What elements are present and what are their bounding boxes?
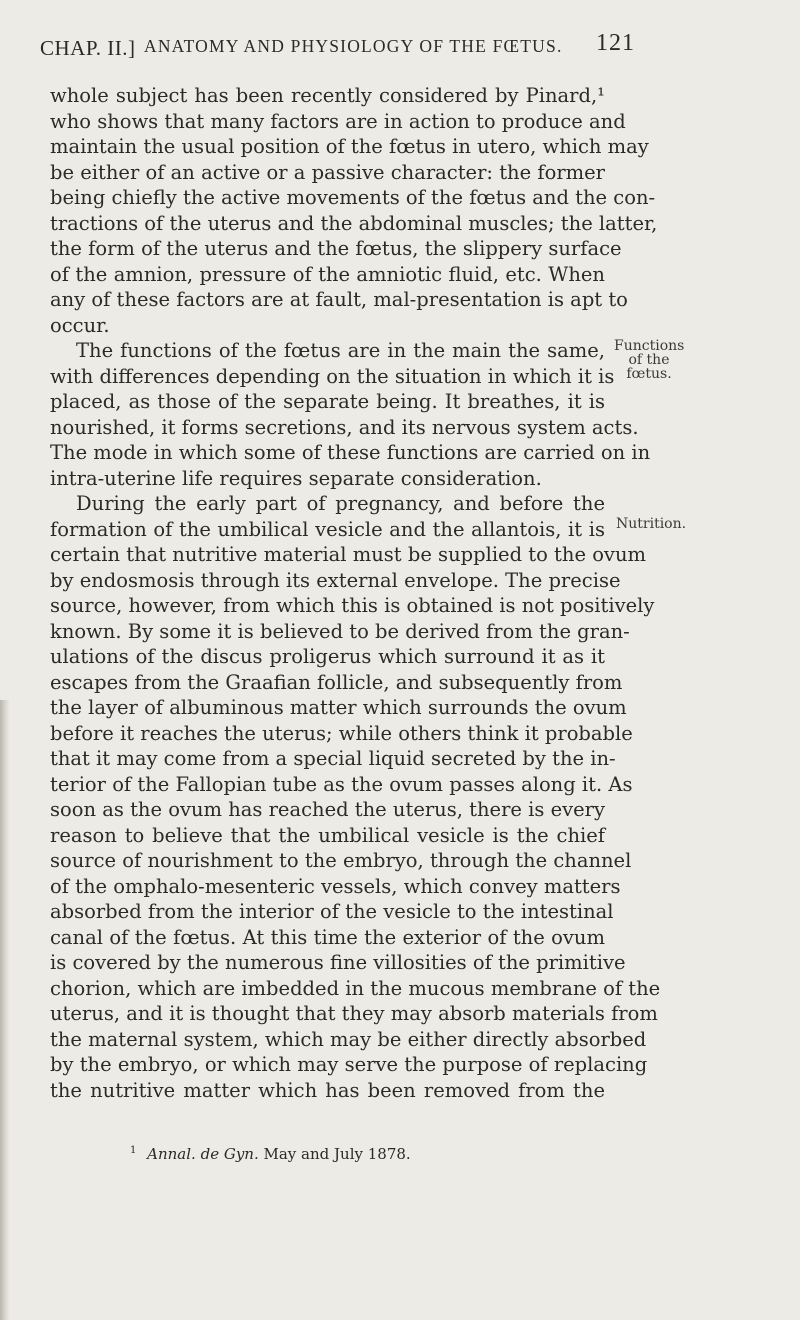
text-line: the layer of albuminous matter which surrounds the ovum [50, 696, 627, 719]
text-line: chorion, which are imbedded in the mucous membrane of the [50, 976, 661, 1000]
text-line: certain that nutritive material must be supplied to the ovum [50, 543, 646, 566]
text-line: the nutritive matter which has been removed from the [50, 1078, 605, 1102]
footnote-mark: 1 [130, 1145, 137, 1156]
text-line: tractions of the uterus and the abdominal muscles; the latter, [50, 211, 658, 235]
margin-note-nutrition: Nutrition. [616, 516, 687, 532]
text-line: of the omphalo-mesenteric vessels, which convey matters [50, 874, 621, 898]
text-line: with differences depending on the situation in which it is [50, 364, 615, 388]
page-gutter-shadow [0, 700, 10, 1320]
text-line: The functions of the fœtus are in the main the same, [76, 339, 605, 362]
text-line: intra-uterine life requires separate consideration. [50, 466, 542, 490]
text-line: who shows that many factors are in action to produce and [50, 109, 626, 133]
text-line: of the amnion, pressure of the amniotic fluid, etc. When [50, 262, 605, 286]
running-title: ANATOMY AND PHYSIOLOGY OF THE FŒTUS. [144, 36, 563, 56]
text-line: placed, as those of the separate being. It breathes, it is [50, 390, 605, 413]
text-line: the form of the uterus and the fœtus, the slippery surface [50, 237, 622, 260]
text-line: by endosmosis through its external envelope. The precise [50, 568, 621, 592]
margin-note-line: Functions [614, 338, 685, 354]
page-number: 121 [596, 30, 635, 56]
text-line: source of nourishment to the embryo, through the channel [50, 849, 632, 872]
text-line: ulations of the discus proligerus which surround it as it [50, 645, 605, 668]
chapter-number: II.] [107, 36, 136, 60]
text-line: the maternal system, which may be either directly absorbed [50, 1027, 647, 1051]
text-line: known. By some it is believed to be derived from the gran- [50, 619, 630, 643]
text-line: terior of the Fallopian tube as the ovum passes along it. As [50, 772, 633, 796]
text-line: escapes from the Graafian follicle, and subsequently from [50, 670, 623, 694]
text-line: nourished, it forms secretions, and its nervous system acts. [50, 415, 639, 439]
text-line: being chiefly the active movements of the fœtus and the con- [50, 186, 656, 209]
text-line: before it reaches the uterus; while others think it probable [50, 721, 633, 745]
text-line: that it may come from a special liquid secreted by the in- [50, 747, 616, 770]
text-line: formation of the umbilical vesicle and the allantois, it is [50, 517, 605, 541]
text-line: be either of an active or a passive character: the former [50, 160, 605, 184]
text-line: soon as the ovum has reached the uterus, there is every [50, 798, 606, 821]
text-line: is covered by the numerous fine villosities of the primitive [50, 951, 626, 974]
footnote-journal: Annal. de Gyn. [147, 1145, 259, 1163]
text-line: occur. [50, 313, 110, 337]
text-line: by the embryo, or which may serve the purpose of replacing [50, 1053, 648, 1076]
text-line: uterus, and it is thought that they may absorb materials from [50, 1002, 658, 1025]
chapter-label [40, 36, 135, 61]
margin-note-functions [614, 339, 684, 381]
text-line: any of these factors are at fault, mal-presentation is apt to [50, 288, 628, 311]
text-line: reason to believe that the umbilical vesicle is the chief [50, 823, 605, 847]
text-line: absorbed from the interior of the vesicle to the intestinal [50, 900, 614, 923]
text-line: During the early part of pregnancy, and before the [76, 492, 605, 515]
margin-note-line: fœtus. [626, 366, 672, 382]
running-header [40, 30, 640, 64]
text-line: source, however, from which this is obtained is not positively [50, 594, 655, 617]
text-line: whole subject has been recently considered by Pinard,¹ [50, 84, 605, 107]
footnote-text: May and July 1878. [263, 1145, 411, 1163]
text-line: canal of the fœtus. At this time the exterior of the ovum [50, 925, 605, 949]
text-line: maintain the usual position of the fœtus in utero, which may [50, 135, 649, 158]
chapter-prefix: CHAP. [40, 36, 102, 60]
margin-note-line: of the [628, 352, 670, 368]
text-line: The mode in which some of these functions are carried on in [50, 441, 651, 464]
footnote [130, 1145, 411, 1163]
